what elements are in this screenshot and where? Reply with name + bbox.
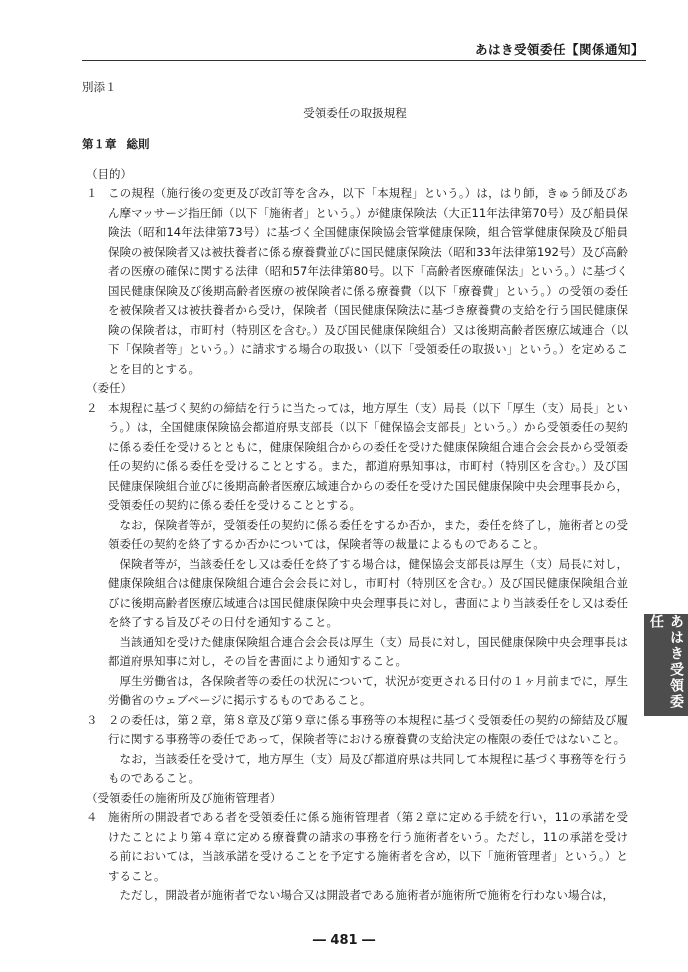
paragraph-number: １ [86, 186, 98, 200]
paragraph-text: 本規程に基づく契約の締結を行うに当たっては，地方厚生（支）局長（以下「厚生（支）局長」という。）は，全国健康保険協会都道府県支部長（以下「健保協会支部長」という。）から受領委任の契約に係る委任を受けるとともに，健康保険組合からの委任を受けた健康保険組合連合会会長から受領委任の契約に係る委任を受けることとする。また，都道府県知事は，市町村（特別区を含む。）及び国民健康保険組合並びに後期高齢者医療広域連合からの委任を受けた国民健康保険中央会理事長から，受領委任の契約に係る委任を受けることとする。 [108, 400, 628, 512]
header-rule [82, 60, 646, 61]
chapter-number: 第１章 [82, 137, 117, 151]
chapter-heading [82, 135, 628, 155]
header-title: あはき受領委任【関係通知】 [474, 42, 644, 57]
paragraph-number: ３ [86, 712, 98, 727]
paragraph-text: ２の委任は，第２章，第８章及び第９章に係る事務等の本規程に基づく受領委任の契約の締結及び履行に関する事務等の委任であって，保険者等における療養費の支給決定の権限の委任ではないこと。 [108, 712, 628, 746]
sub-paragraph: 保険者等が，当該委任をし又は委任を終了する場合は，健保協会支部長は厚生（支）局長に対し，健康保険組合は健康保険組合連合会会長に対し，市町村（特別区を含む。）及び国民健康保険組合並びに後期高齢者医療広域連合は国民健康保険中央会理事長に対し，書面により当該委任をし又は委任を終了する旨及びその日付を通知すること。 [108, 556, 628, 629]
chapter-title: 総則 [126, 137, 150, 151]
sub-paragraph: ただし，開設者が施術者でない場合又は開設者である施術者が施術所で施術を行わない場合は， [119, 888, 614, 902]
paragraph-number: ４ [86, 810, 98, 824]
side-tab-label: あはき受領委任 [648, 614, 684, 710]
section-heading-facility: （受領委任の施術所及び施術管理者） [86, 790, 282, 805]
paragraph-4 [82, 808, 628, 886]
attachment-label: 別添１ [82, 80, 117, 94]
sub-paragraph: 厚生労働省は，各保険者等の委任の状況について，状況が変更される日付の１ヶ月前までに，厚生労働省のウェブページに掲示するものであること。 [108, 673, 628, 707]
paragraph-3 [82, 711, 628, 750]
side-index-tab [644, 614, 688, 716]
document-body [82, 78, 628, 906]
page-number: ― 481 ― [312, 933, 376, 948]
sub-paragraph: なお，保険者等が，受領委任の契約に係る委任をするか否か，また，委任を終了し，施術者との受領委任の契約を終了するか否かについては，保険者等の裁量によるものであること。 [108, 517, 628, 551]
section-heading-purpose: （目的） [86, 166, 132, 181]
paragraph-text: 施術所の開設者である者を受領委任に係る施術管理者（第２章に定める手続を行い，11の承諾を受けたことにより第４章に定める療養費の請求の事務を行う施術者をいう。ただし，11の承諾を受ける前においては，当該承諾を受けることを予定する施術者を含め，以下「施術管理者」という。）とすること。 [108, 810, 628, 883]
sub-paragraph: 当該通知を受けた健康保険組合連合会会長は厚生（支）局長に対し，国民健康保険中央会理事長は都道府県知事に対し，その旨を書面により通知すること。 [108, 634, 628, 668]
document-title: 受領委任の取扱規程 [303, 105, 407, 120]
paragraph-text: この規程（施行後の変更及び改訂等を含み，以下「本規程」という。）は，はり師，きゅう師及びあん摩マッサージ指圧師（以下「施術者」という。）が健康保険法（大正11年法律第70号）及び船員保険法（昭和14年法律第73号）に基づく全国健康保険協会管掌健康保険，組合管掌健康保険及び船員保険の被保険者又は被扶養者に係る療養費並びに国民健康保険法（昭和33年法律第192号）及び高齢者の医療の確保に関する法律（昭和57年法律第80号。以下「高齢者医療確保法」という。）に基づく国民健康保険及び後期高齢者医療の被保険者に係る療養費（以下「療養費」という。）の受領の委任を被保険者又は被扶養者から受け，保険者（国民健康保険法に基づき療養費の支給を行う国民健康保険の保険者は，市町村（特別区を含む。）及び国民健康保険組合）又は後期高齢者医療広域連合（以下「保険者等」という。）に請求する場合の取扱い（以下「受領委任の取扱い」という。）を定めることを目的とする。 [108, 186, 628, 376]
paragraph-2 [82, 399, 628, 516]
section-heading-delegation: （委任） [86, 381, 132, 395]
paragraph-1 [82, 184, 628, 379]
sub-paragraph: なお，当該委任を受けて，地方厚生（支）局及び都道府県は共同して本規程に基づく事務等を行うものであること。 [108, 751, 628, 785]
paragraph-number: ２ [86, 400, 98, 415]
